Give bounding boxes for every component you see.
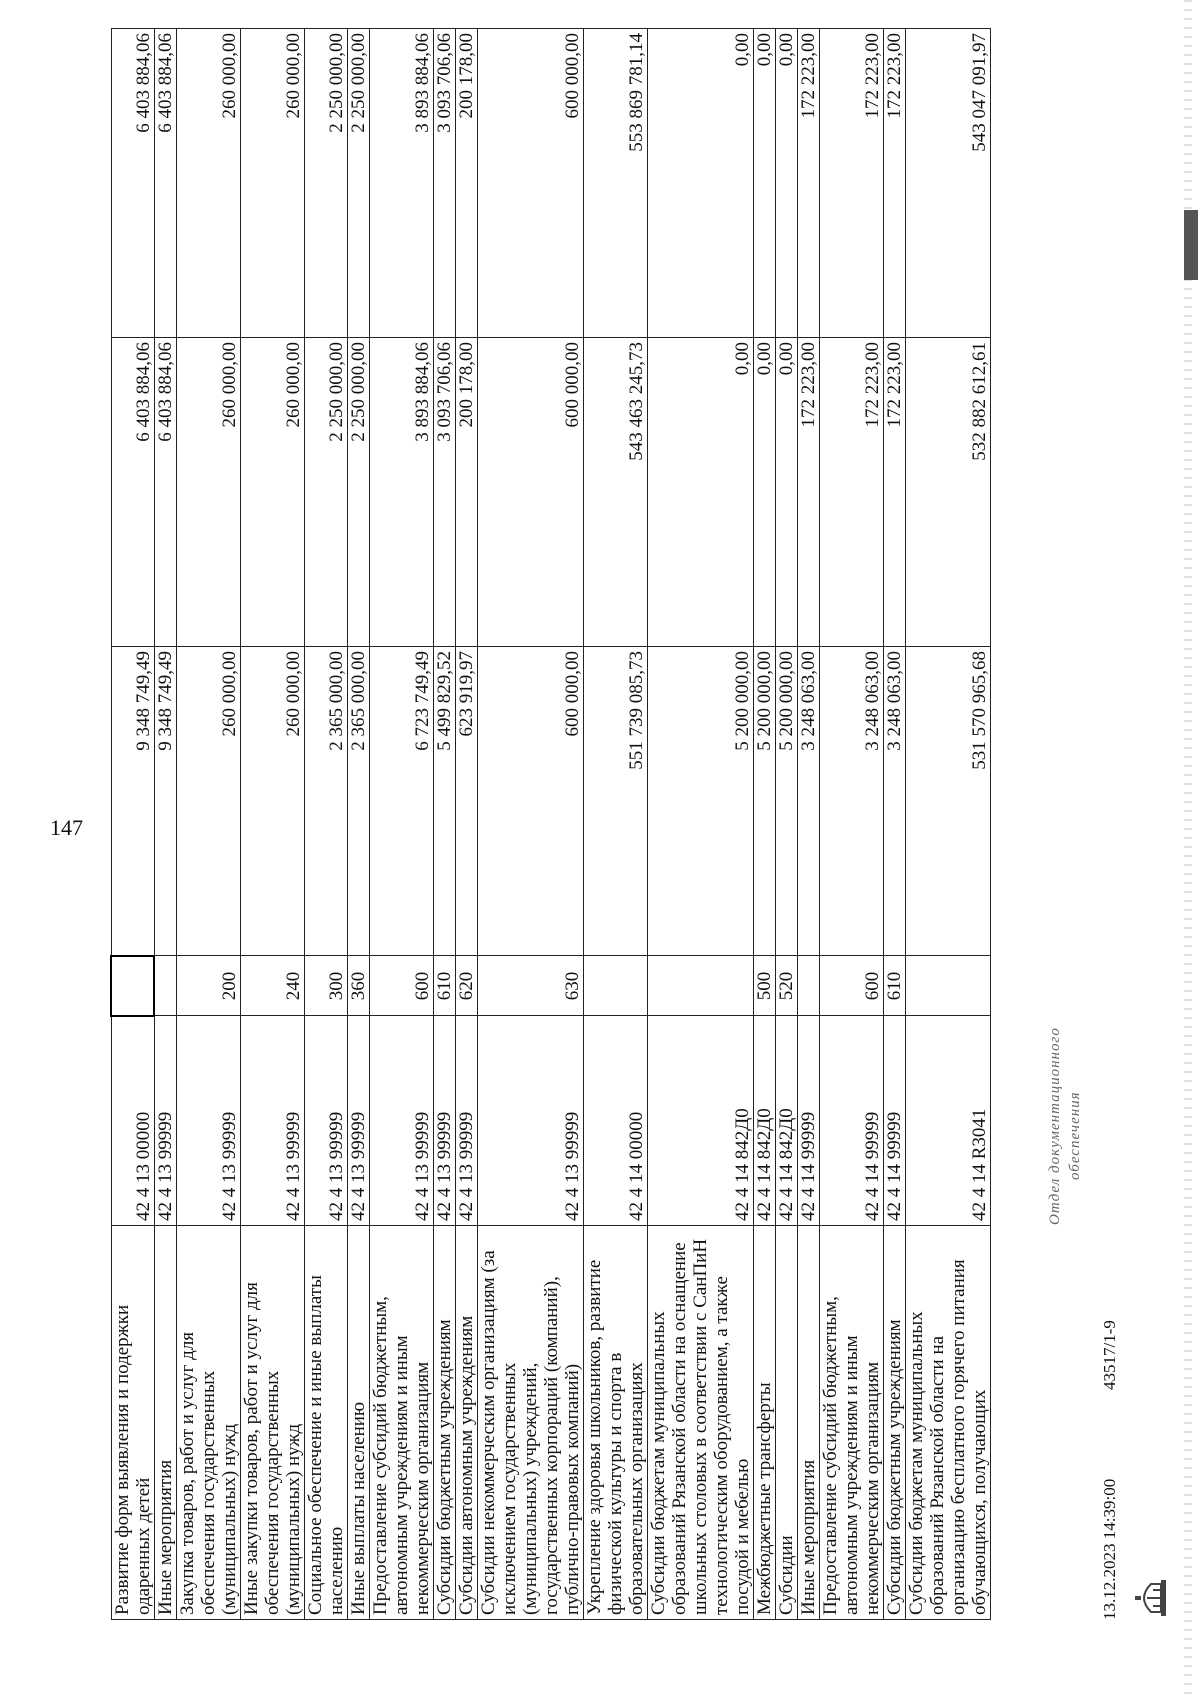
print-timestamp: 13.12.2023 14:39:00 — [1100, 1478, 1119, 1620]
amount-year3-cell: 3 093 706,06 — [433, 29, 455, 338]
amount-year3-cell: 0,00 — [775, 29, 797, 338]
target-code-cell: 42 4 13 00000 — [111, 1016, 154, 1226]
amount-year1-cell: 3 248 063,00 — [819, 647, 883, 957]
row-name-cell: Иные мероприятия — [154, 1226, 176, 1620]
amount-year3-cell: 6 403 884,06 — [154, 29, 176, 338]
amount-year1-cell: 531 570 965,68 — [905, 647, 990, 957]
row-name-cell: Субсидии бюджетным учреждениям — [433, 1226, 455, 1620]
target-code-cell: 42 4 14 00000 — [583, 1016, 647, 1226]
expense-type-cell: 360 — [347, 956, 369, 1016]
table-row — [477, 29, 583, 1620]
expense-type-cell — [583, 956, 647, 1016]
amount-year2-cell: 260 000,00 — [176, 338, 240, 647]
expense-type-cell — [111, 956, 154, 1016]
page-number: 147 — [50, 815, 83, 840]
table-row — [369, 29, 433, 1620]
table-row — [775, 29, 797, 1620]
expense-type-cell: 200 — [176, 956, 240, 1016]
amount-year1-cell: 9 348 749,49 — [154, 647, 176, 957]
amount-year3-cell: 6 403 884,06 — [111, 29, 154, 338]
expense-type-cell: 600 — [819, 956, 883, 1016]
row-name-cell: Субсидии — [775, 1226, 797, 1620]
amount-year1-cell: 260 000,00 — [240, 647, 304, 957]
amount-year1-cell: 6 723 749,49 — [369, 647, 433, 957]
scanner-mark-artifact — [1184, 210, 1198, 280]
table-row — [154, 29, 176, 1620]
table-row — [905, 29, 990, 1620]
amount-year2-cell: 6 403 884,06 — [154, 338, 176, 647]
row-name-cell: Субсидии бюджетам муниципальных образований Рязанской области на организацию бесплатного горячего питания обучающихся, получающих — [905, 1226, 990, 1620]
amount-year1-cell: 551 739 085,73 — [583, 647, 647, 957]
amount-year1-cell: 2 365 000,00 — [347, 647, 369, 957]
target-code-cell: 42 4 13 99999 — [154, 1016, 176, 1226]
amount-year3-cell: 172 223,00 — [819, 29, 883, 338]
amount-year3-cell: 200 178,00 — [455, 29, 477, 338]
row-name-cell: Межбюджетные трансферты — [753, 1226, 775, 1620]
amount-year2-cell: 172 223,00 — [797, 338, 819, 647]
row-name-cell: Субсидии некоммерческим организациям (за исключением государственных (муниципальных) учреждений, государственных корпораций (компаний), публично-правовых компаний) — [477, 1226, 583, 1620]
target-code-cell: 42 4 14 842Д0 — [647, 1016, 753, 1226]
amount-year1-cell: 5 200 000,00 — [753, 647, 775, 957]
budget-table-body — [111, 29, 990, 1620]
amount-year2-cell: 0,00 — [753, 338, 775, 647]
target-code-cell: 42 4 13 99999 — [477, 1016, 583, 1226]
table-row — [753, 29, 775, 1620]
amount-year1-cell: 600 000,00 — [477, 647, 583, 957]
expense-type-cell: 610 — [883, 956, 905, 1016]
table-row — [583, 29, 647, 1620]
amount-year2-cell: 200 178,00 — [455, 338, 477, 647]
amount-year1-cell: 3 248 063,00 — [883, 647, 905, 957]
target-code-cell: 42 4 14 842Д0 — [775, 1016, 797, 1226]
expense-type-cell: 620 — [455, 956, 477, 1016]
target-code-cell: 42 4 13 99999 — [304, 1016, 347, 1226]
amount-year1-cell: 5 200 000,00 — [647, 647, 753, 957]
amount-year3-cell: 0,00 — [753, 29, 775, 338]
department-stamp-line2: обеспечения — [1067, 1091, 1083, 1180]
amount-year3-cell: 172 223,00 — [883, 29, 905, 338]
rotated-sheet — [80, 33, 1160, 1620]
target-code-cell: 42 4 13 99999 — [347, 1016, 369, 1226]
target-code-cell: 42 4 14 R3041 — [905, 1016, 990, 1226]
expense-type-cell: 610 — [433, 956, 455, 1016]
expense-type-cell: 500 — [753, 956, 775, 1016]
amount-year2-cell: 0,00 — [775, 338, 797, 647]
target-code-cell: 42 4 14 99999 — [797, 1016, 819, 1226]
amount-year3-cell: 2 250 000,00 — [347, 29, 369, 338]
amount-year1-cell: 2 365 000,00 — [304, 647, 347, 957]
expense-type-cell: 600 — [369, 956, 433, 1016]
amount-year1-cell: 260 000,00 — [176, 647, 240, 957]
amount-year2-cell: 0,00 — [647, 338, 753, 647]
amount-year1-cell: 5 499 829,52 — [433, 647, 455, 957]
row-name-cell: Закупка товаров, работ и услуг для обеспечения государственных (муниципальных) нужд — [176, 1226, 240, 1620]
amount-year2-cell: 2 250 000,00 — [304, 338, 347, 647]
amount-year2-cell: 2 250 000,00 — [347, 338, 369, 647]
amount-year2-cell: 532 882 612,61 — [905, 338, 990, 647]
table-row — [347, 29, 369, 1620]
table-row — [455, 29, 477, 1620]
row-name-cell: Субсидии автономным учреждениям — [455, 1226, 477, 1620]
amount-year3-cell: 3 893 884,06 — [369, 29, 433, 338]
row-name-cell: Развитие форм выявления и подержки одаренных детей — [111, 1226, 154, 1620]
row-name-cell: Иные выплаты населению — [347, 1226, 369, 1620]
amount-year3-cell: 2 250 000,00 — [304, 29, 347, 338]
coat-of-arms-logo-icon — [1135, 1576, 1169, 1620]
amount-year3-cell: 553 869 781,14 — [583, 29, 647, 338]
amount-year2-cell: 172 223,00 — [883, 338, 905, 647]
row-name-cell: Предоставление субсидий бюджетным, автономным учреждениям и иным некоммерческим организациям — [819, 1226, 883, 1620]
row-name-cell: Субсидии бюджетным учреждениям — [883, 1226, 905, 1620]
amount-year3-cell: 0,00 — [647, 29, 753, 338]
amount-year1-cell: 5 200 000,00 — [775, 647, 797, 957]
row-name-cell: Субсидии бюджетам муниципальных образований Рязанской области на оснащение школьных столовых в соответствии с СанПиН технологическим оборудованием, а также посудой и мебелью — [647, 1226, 753, 1620]
target-code-cell: 42 4 14 842Д0 — [753, 1016, 775, 1226]
page-footer — [1045, 85, 1155, 1620]
amount-year3-cell: 260 000,00 — [240, 29, 304, 338]
table-row — [240, 29, 304, 1620]
amount-year2-cell: 3 893 884,06 — [369, 338, 433, 647]
row-name-cell: Иные закупки товаров, работ и услуг для обеспечения государственных (муниципальных) нужд — [240, 1226, 304, 1620]
expense-type-cell — [154, 956, 176, 1016]
table-row — [176, 29, 240, 1620]
table-row — [883, 29, 905, 1620]
table-row — [647, 29, 753, 1620]
target-code-cell: 42 4 13 99999 — [240, 1016, 304, 1226]
target-code-cell: 42 4 13 99999 — [433, 1016, 455, 1226]
amount-year3-cell: 172 223,00 — [797, 29, 819, 338]
expense-type-cell: 520 — [775, 956, 797, 1016]
amount-year2-cell: 172 223,00 — [819, 338, 883, 647]
expense-type-cell — [797, 956, 819, 1016]
table-row — [433, 29, 455, 1620]
expense-type-cell: 240 — [240, 956, 304, 1016]
table-row — [304, 29, 347, 1620]
row-name-cell: Предоставление субсидий бюджетным, автономным учреждениям и иным некоммерческим организациям — [369, 1226, 433, 1620]
amount-year2-cell: 6 403 884,06 — [111, 338, 154, 647]
target-code-cell: 42 4 14 99999 — [883, 1016, 905, 1226]
row-name-cell: Социальное обеспечение и иные выплаты населению — [304, 1226, 347, 1620]
amount-year2-cell: 3 093 706,06 — [433, 338, 455, 647]
amount-year3-cell: 543 047 091,97 — [905, 29, 990, 338]
row-name-cell: Укрепление здоровья школьников, развитие физической культуры и спорта в образовательных организациях — [583, 1226, 647, 1620]
target-code-cell: 42 4 13 99999 — [176, 1016, 240, 1226]
target-code-cell: 42 4 13 99999 — [455, 1016, 477, 1226]
expense-type-cell: 300 — [304, 956, 347, 1016]
table-row — [819, 29, 883, 1620]
amount-year3-cell: 260 000,00 — [176, 29, 240, 338]
amount-year3-cell: 600 000,00 — [477, 29, 583, 338]
document-code: 43517/1-9 — [1100, 1320, 1119, 1390]
amount-year2-cell: 600 000,00 — [477, 338, 583, 647]
budget-table — [110, 28, 991, 1620]
row-name-cell: Иные мероприятия — [797, 1226, 819, 1620]
amount-year2-cell: 260 000,00 — [240, 338, 304, 647]
amount-year1-cell: 9 348 749,49 — [111, 647, 154, 957]
amount-year1-cell: 3 248 063,00 — [797, 647, 819, 957]
amount-year1-cell: 623 919,97 — [455, 647, 477, 957]
expense-type-cell — [647, 956, 753, 1016]
expense-type-cell — [905, 956, 990, 1016]
target-code-cell: 42 4 13 99999 — [369, 1016, 433, 1226]
table-row — [111, 29, 154, 1620]
target-code-cell: 42 4 14 99999 — [819, 1016, 883, 1226]
expense-type-cell: 630 — [477, 956, 583, 1016]
table-row — [797, 29, 819, 1620]
amount-year2-cell: 543 463 245,73 — [583, 338, 647, 647]
department-stamp-line1: Отдел документационного — [1047, 1027, 1063, 1225]
